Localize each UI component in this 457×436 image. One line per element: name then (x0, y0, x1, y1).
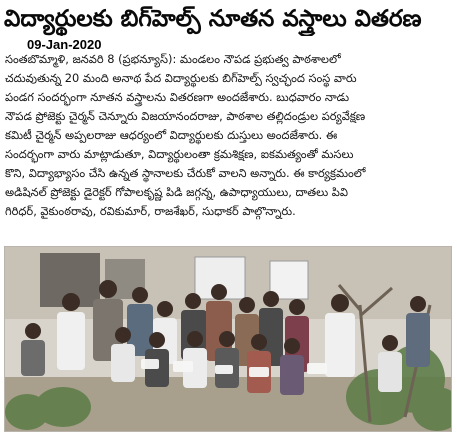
article-line-6: సందర్భంగా వారు మాట్లాడుతూ, విద్యార్థులంతా క్రమశిక్షణ, ఐకమత్యంతో మసలు (5, 147, 354, 161)
dateline: 09-Jan-2020 (27, 37, 102, 52)
article-line-1: సంతబొమ్మాళి, జనవరి 8 (ప్రభన్యూస్): మండలం నౌపడ ప్రభుత్వ పాఠశాలలో (5, 52, 341, 66)
article-line-3: పండగ సందర్భంగా నూతన వస్త్రాలను వితరణగా అందజేశారు. బుధవారం నాడు (5, 90, 350, 104)
article-body (5, 50, 453, 240)
article-line-8: అడిషినల్ ప్రోజెక్టు డైరెక్టర్ గోపాలకృష్ణ పిడి జగ్గన్న, ఉపాధ్యాయులు, దాతలు పివి (5, 185, 349, 199)
article-line-4: నౌపడ ప్రోజెక్టు చైర్మన్ చెన్నూరు విజయానందరాజు, పాఠశాల తల్లిదండ్రుల పర్యవేక్షణ (5, 109, 366, 123)
article-line-5: కమిటీ చైర్మన్ అప్పలరాజు ఆధర్యంలో విద్యార్థులకు దుస్తులు అందజేశారు. ఈ (5, 128, 338, 142)
article-line-7: కొని, విద్యాభ్యాసం చేసి ఉన్నత స్థానాలకు చేరుకో వాలని అన్నారు. ఈ కార్యక్రమంలో (5, 166, 366, 180)
article-line-9: గిరిధర్, వైకుంఠరావు, రవికుమార్, రాజశేఖర్, సుధాకర్ పాల్గొన్నారు. (5, 204, 296, 218)
headline: విద్యార్థులకు బిగ్‌హెల్ప్ నూతన వస్త్రాలు వితరణ (4, 6, 422, 32)
article-line-2: చదువుతున్న 20 మంది అనాథ పేద విద్యార్థులకు బిగ్‌హెల్ప్ స్వచ్ఛంద సంస్థ వారు (5, 71, 357, 85)
group-photo (4, 246, 452, 432)
